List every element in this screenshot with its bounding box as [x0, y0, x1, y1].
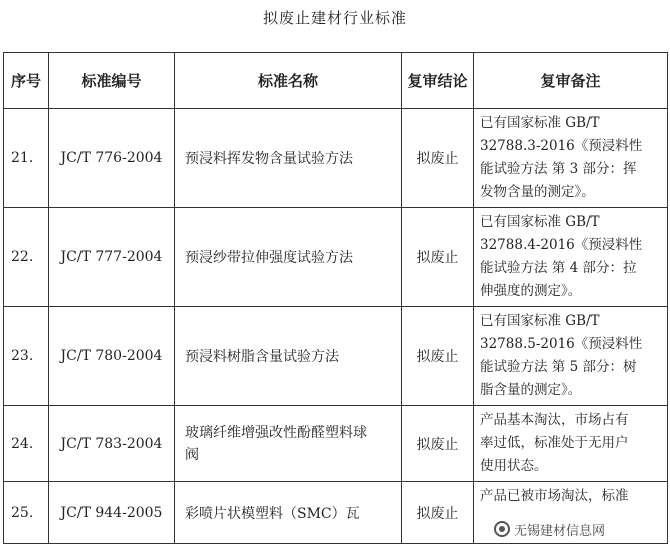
row-remark	[474, 307, 668, 406]
row-remark	[474, 109, 668, 208]
row-remark	[474, 208, 668, 307]
header-seq: 序号	[4, 53, 49, 109]
row-conclusion: 拟废止	[402, 406, 474, 482]
row-code: JC/T 780-2004	[49, 307, 175, 406]
header-conclusion: 复审结论	[402, 53, 474, 109]
watermark	[494, 520, 609, 538]
row-code: JC/T 783-2004	[49, 406, 175, 482]
row-conclusion: 拟废止	[402, 208, 474, 307]
standards-table	[3, 52, 668, 544]
row-name: 预浸料树脂含量试验方法	[175, 307, 402, 406]
row-name: 彩喷片状模塑料（SMC）瓦	[175, 482, 402, 544]
remark-line: 32788.3-2016《预浸料性	[480, 138, 643, 154]
remark-line: 能试验方法 第 5 部分：树	[480, 359, 637, 375]
table-row	[4, 406, 668, 482]
header-name: 标准名称	[175, 53, 402, 109]
row-name	[175, 406, 402, 482]
remark-line: 伸强度的测定》。	[480, 283, 582, 299]
header-remark: 复审备注	[474, 53, 668, 109]
row-remark	[474, 406, 668, 482]
watermark-text: 无锡建材信息网	[514, 523, 606, 539]
row-code: JC/T 944-2005	[49, 482, 175, 544]
page-title: 拟废止建材行业标准	[262, 9, 407, 27]
row-name: 预浸纱带拉伸强度试验方法	[175, 208, 402, 307]
row-conclusion: 拟废止	[402, 307, 474, 406]
remark-line: 脂含量的测定》。	[480, 382, 582, 398]
row-name: 预浸料挥发物含量试验方法	[175, 109, 402, 208]
header-code: 标准编号	[49, 53, 175, 109]
name-line: 阀	[185, 446, 199, 463]
row-conclusion: 拟废止	[402, 482, 474, 544]
remark-line: 使用状态。	[480, 458, 548, 474]
table-header-row	[4, 53, 668, 109]
remark-line: 产品基本淘汰，市场占有	[480, 412, 629, 428]
remark-line: 已有国家标准 GB/T	[480, 313, 600, 329]
watermark-logo-icon	[494, 521, 510, 537]
remark-line: 已有国家标准 GB/T	[480, 214, 600, 230]
remark-line: 能试验方法 第 3 部分：挥	[480, 161, 637, 177]
row-code: JC/T 776-2004	[49, 109, 175, 208]
row-seq: 22.	[4, 208, 49, 307]
table-row	[4, 109, 668, 208]
remark-line: 发物含量的测定》。	[480, 184, 595, 200]
remark-line: 32788.4-2016《预浸料性	[480, 237, 643, 253]
remark-line: 能试验方法 第 4 部分：拉	[480, 260, 637, 276]
row-code: JC/T 777-2004	[49, 208, 175, 307]
table-row	[4, 307, 668, 406]
remark-line: 已有国家标准 GB/T	[480, 115, 600, 131]
row-conclusion: 拟废止	[402, 109, 474, 208]
row-seq: 25.	[4, 482, 49, 544]
table-row	[4, 208, 668, 307]
row-seq: 24.	[4, 406, 49, 482]
remark-line: 32788.5-2016《预浸料性	[480, 336, 643, 352]
row-seq: 23.	[4, 307, 49, 406]
name-line: 玻璃纤维增强改性酚醛塑料球	[185, 424, 367, 441]
row-seq: 21.	[4, 109, 49, 208]
remark-line: 率过低，标准处于无用户	[480, 435, 629, 451]
remark-line: 产品已被市场淘汰，标准	[480, 488, 629, 504]
